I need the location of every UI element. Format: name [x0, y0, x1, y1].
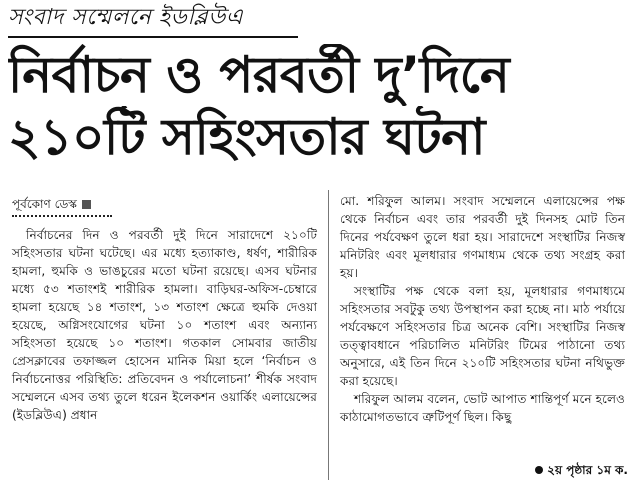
continuation-text: ২য় পৃষ্ঠার ১ম ক. — [547, 463, 628, 477]
bullet-dot-icon — [535, 466, 543, 474]
column-divider — [328, 190, 329, 480]
headline-line-1: নির্বাচন ও পরবর্তী দু’দিনে — [8, 46, 510, 104]
paragraph-2: সংস্থাটির পক্ষ থেকে বলা হয়, মূলধারার গণমাধ্যমে সহিংসতার সবটুকু তথ্য উপস্থাপন করা হচ্ছে না। মাঠ পর্যায়ে পর্যবেক্ষণে সহিংসতার চিত্র অনেক বেশি। সংস্থাটির নিজস্ব তত্ত্বাবধানে পরিচালিত মনিটরিং টিমের পাঠানো তথ্য অনুসারে, এই তিন দিনে ২১০টি সহিংসতার ঘটনা নথিভুক্ত করা হয়েছে। — [340, 284, 625, 388]
body-column-1: নির্বাচনের দিন ও পরবর্তী দুই দিনে সারাদেশে ২১০টি সহিংসতার ঘটনা ঘটেছে। এর মধ্যে হত্যাকাণ্ড, ধর্ষণ, শারীরিক হামলা, হুমকি ও ভাঙচুরের মতো ঘটনা রয়েছে। এসব ঘটনার মধ্যে ৫৩ শতাংশই শারীরিক হামলা। বাড়িঘর-অফিস-চেম্বারে হামলা হয়েছে ১৪ শতাংশ, ১৩ শতাংশ ক্ষেত্রে হুমকি দেওয়া হয়েছে, অগ্নিসংযোগের ঘটনা ১০ শতাংশ এবং অন্যান্য সহিংসতা হয়েছে ১০ শতাংশ। গতকাল সোমবার জাতীয় প্রেসক্লাবের তফাজ্জল হোসেন মানিক মিয়া হলে ‘নির্বাচন ও নির্বাচনোত্তর পরিস্থিতি: প্রতিবেদন ও পর্যালোচনা’ শীর্ষক সংবাদ সম্মেলনে এসব তথ্য তুলে ধরেন ইলেকশন ওয়ার্কিং এলায়েন্সের (ইডব্লিউএ) প্রধান — [12, 228, 317, 422]
byline-text: পূর্বকোণ ডেস্ক — [12, 197, 77, 211]
kicker-text: সংবাদ সম্মেলনে ইডব্লিউএ — [8, 5, 244, 30]
headline — [8, 44, 630, 168]
body-column-2 — [340, 192, 625, 426]
byline — [12, 196, 91, 212]
byline-dotted-rule — [12, 215, 112, 217]
kicker-underline — [8, 36, 298, 38]
continuation-note — [488, 462, 628, 478]
paragraph-1: মো. শরিফুল আলম। সংবাদ সম্মেলনে এলায়েন্সের পক্ষ থেকে নির্বাচন এবং তার পরবর্তী দুই দিনসহ মোট তিন দিনের পর্যবেক্ষণ তুলে ধরা হয়। সারাদেশে সংস্থাটির নিজস্ব মনিটরিং এবং মূলধারার গণমাধ্যম থেকে তথ্য সংগ্রহ করা হয়। — [340, 194, 625, 280]
square-bullet-icon — [82, 200, 91, 209]
headline-line-2: ২১০টি সহিংসতার ঘটনা — [8, 108, 485, 166]
paragraph-3: শরিফুল আলম বলেন, ভোট আপাত শান্তিপূর্ণ মনে হলেও কাঠামোগতভাবে ত্রুটিপূর্ণ ছিল। কিছু — [340, 392, 625, 424]
